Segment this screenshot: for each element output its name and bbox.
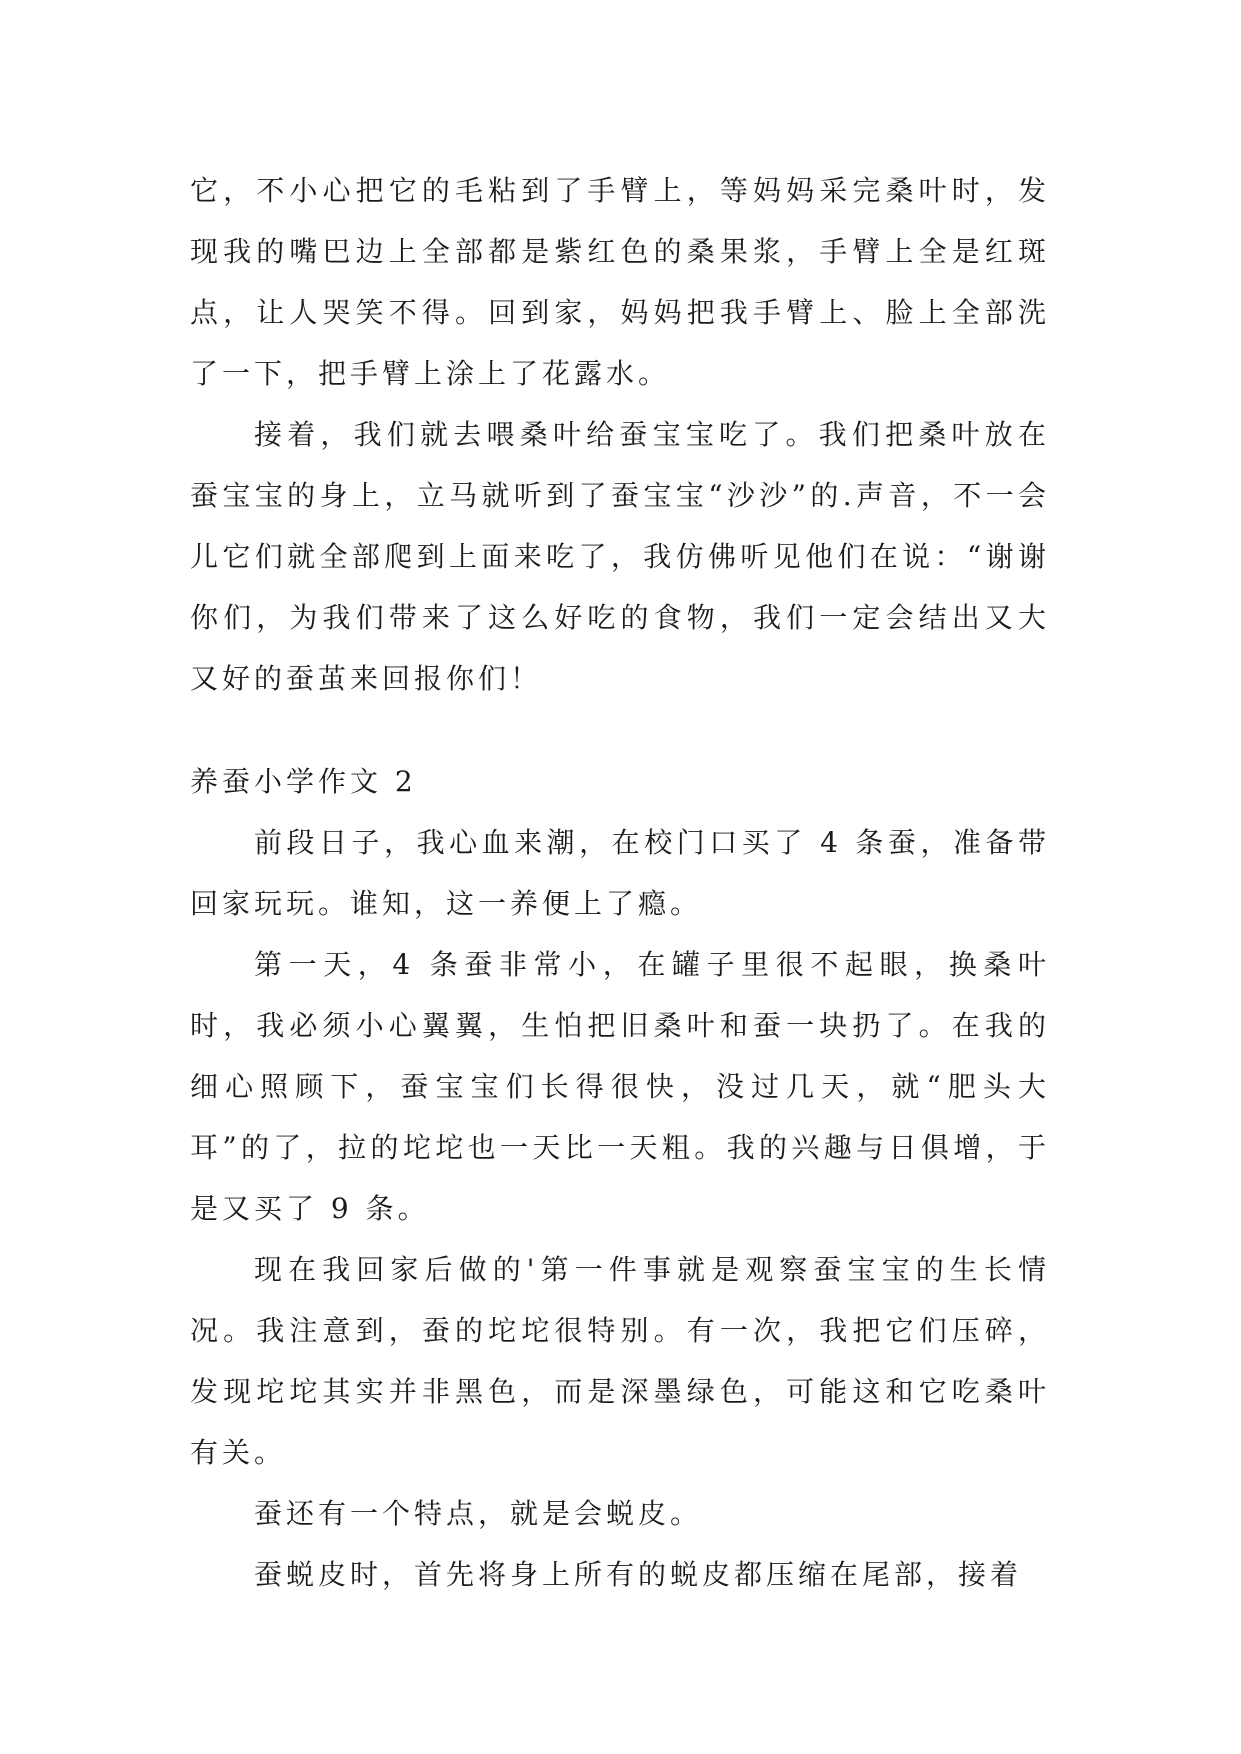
paragraph: 蚕蜕皮时，首先将身上所有的蜕皮都压缩在尾部，接着 <box>254 1558 1023 1591</box>
paragraph: 它，不小心把它的毛粘到了手臂上，等妈妈采完桑叶时，发现我的嘴巴边上全部都是紫红色的桑果浆，手臂上全是红斑点，让人哭笑不得。回到家，妈妈把我手臂上、脸上全部洗了一下，把手臂上涂上了花露水。 <box>190 174 1050 390</box>
paragraph: 蚕还有一个特点，就是会蜕皮。 <box>254 1497 703 1530</box>
paragraph: 现在我回家后做的'第一件事就是观察蚕宝宝的生长情况。我注意到，蚕的坨坨很特别。有一次，我把它们压碎，发现坨坨其实并非黑色，而是深墨绿色，可能这和它吃桑叶有关。 <box>190 1253 1050 1469</box>
document-body <box>190 160 1050 1605</box>
paragraph: 第一天，4 条蚕非常小，在罐子里很不起眼，换桑叶时，我必须小心翼翼，生怕把旧桑叶和蚕一块扔了。在我的细心照顾下，蚕宝宝们长得很快，没过几天，就“肥头大耳”的了，拉的坨坨也一天比一天粗。我的兴趣与日俱增，于是又买了 9 条。 <box>190 948 1050 1225</box>
paragraph: 前段日子，我心血来潮，在校门口买了 4 条蚕，准备带回家玩玩。谁知，这一养便上了瘾。 <box>190 826 1050 920</box>
section-title: 养蚕小学作文 2 <box>190 765 417 798</box>
paragraph: 接着，我们就去喂桑叶给蚕宝宝吃了。我们把桑叶放在蚕宝宝的身上，立马就听到了蚕宝宝“沙沙”的.声音，不一会儿它们就全部爬到上面来吃了，我仿佛听见他们在说：“谢谢你们，为我们带来了这么好吃的食物，我们一定会结出又大又好的蚕茧来回报你们！ <box>190 418 1050 695</box>
